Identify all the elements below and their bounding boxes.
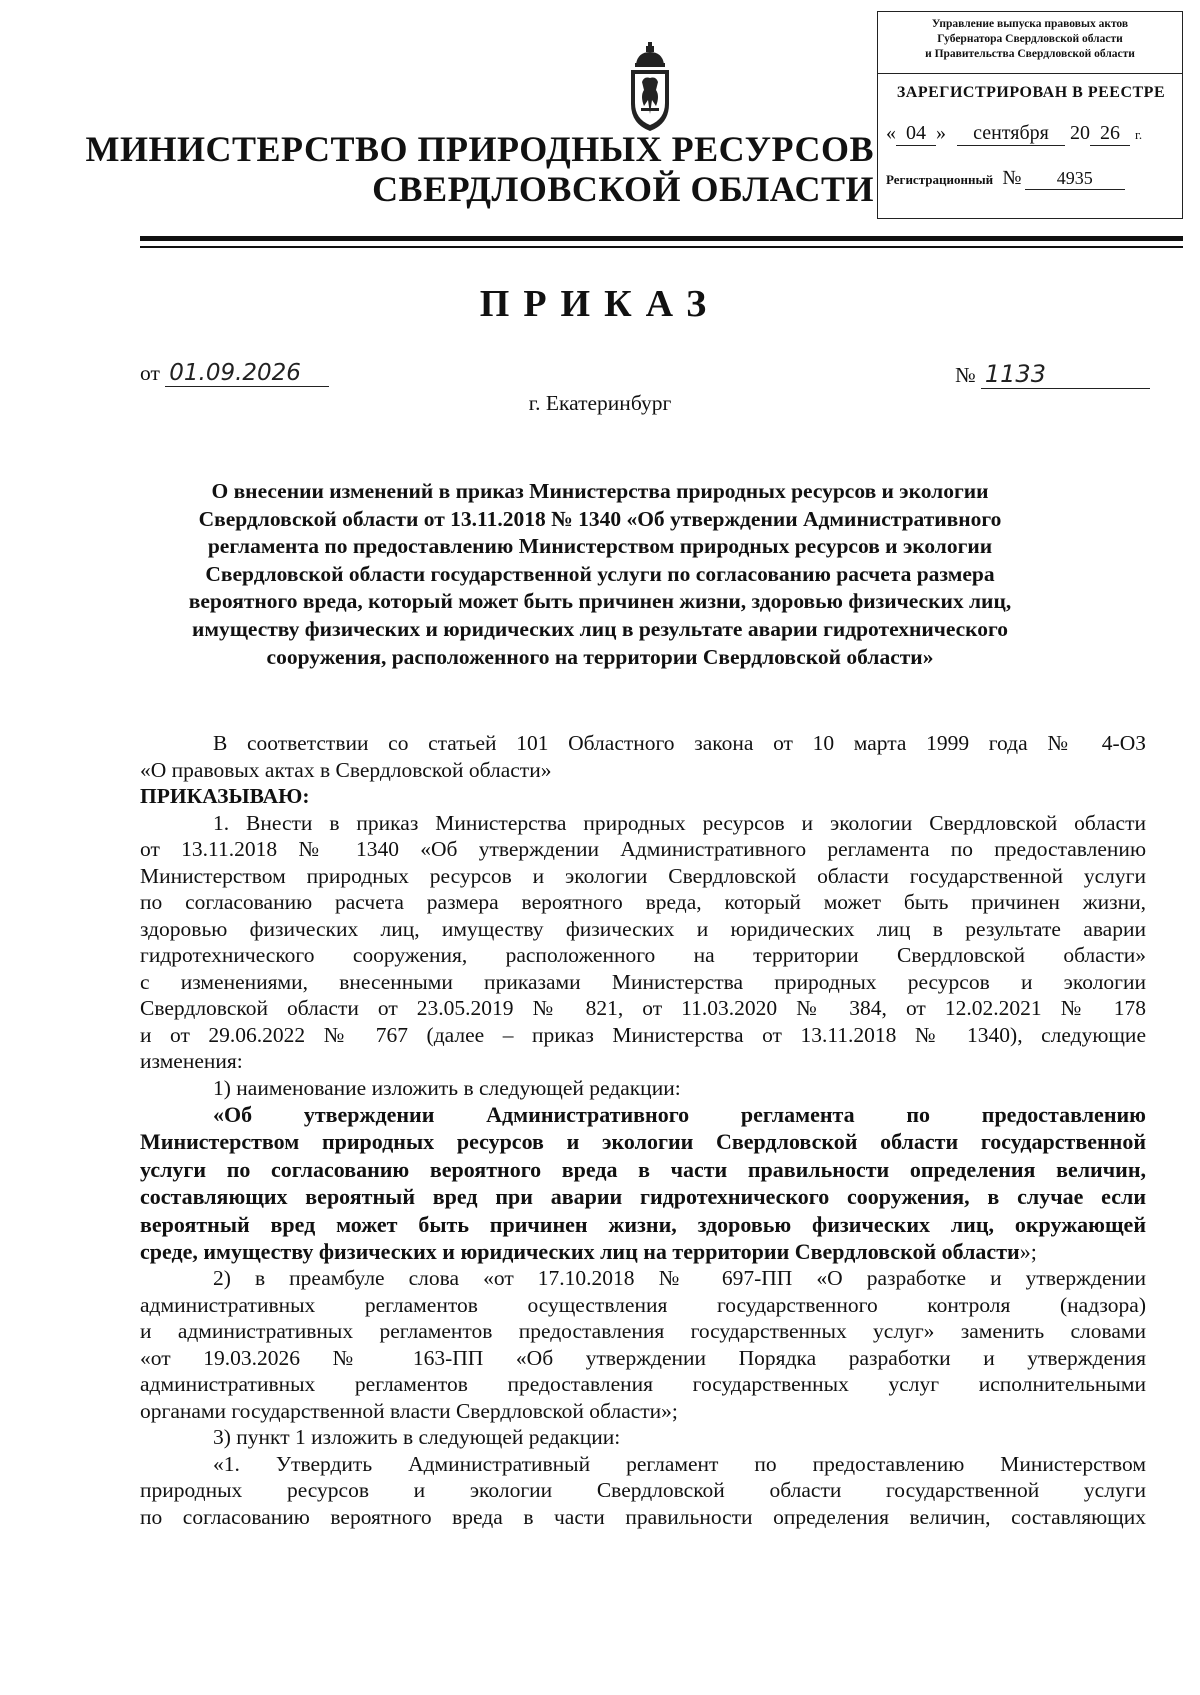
subject-line: Свердловской области государственной услуги по согласованию расчета размера: [205, 561, 995, 586]
document-number: [955, 360, 1150, 389]
header-rule-thin: [140, 246, 1183, 248]
body-line: от 13.11.2018 № 1340 «Об утверждении Административного регламента по предоставлению: [140, 837, 1146, 861]
stamp-date-row: « 04 » сентября 20 26 г.: [886, 122, 1143, 144]
body-line: органами государственной власти Свердловской области»;: [140, 1398, 678, 1423]
number-prefix: №: [955, 363, 976, 387]
body-line: и от 29.06.2022 № 767 (далее – приказ Министерства от 13.11.2018 № 1340), следующие: [140, 1022, 1146, 1047]
document-city: г. Екатеринбург: [528, 391, 672, 415]
body-line: по согласованию расчета размера вероятного вреда, который может быть причинен жизни,: [140, 890, 1146, 914]
stamp-year-prefix: 20: [1070, 122, 1090, 144]
stamp-reg-number: 4935: [1025, 168, 1125, 190]
body-line: административных регламентов предоставления государственных услуг исполнительными: [140, 1372, 1146, 1397]
stamp-registered-title: ЗАРЕГИСТРИРОВАН В РЕЕСТРЕ: [896, 84, 1166, 101]
subject-line: сооружения, расположенного на территории Свердловской области»: [266, 644, 934, 669]
coat-of-arms-icon: [628, 42, 672, 132]
paragraph-new-title: [140, 1101, 1146, 1265]
body-line: 2) в преамбуле слова «от 17.10.2018 № 697-ПП «О разработке и утверждении: [213, 1266, 1146, 1291]
body-line: «Об утверждении Административного регламента по предоставлению: [213, 1102, 1146, 1127]
document-subject: [160, 478, 1040, 671]
header-rule-thick: [140, 236, 1183, 241]
number-value: 1133: [981, 360, 1150, 389]
document-title: ПРИКАЗ: [479, 283, 721, 325]
body-line: составляющих вероятный вред при аварии гидротехнического сооружения, в случае если: [140, 1184, 1146, 1210]
body-line: по согласованию вероятного вреда в части правильности определения величин, составляющих: [140, 1504, 1146, 1529]
body-line: «1. Утвердить Административный регламент по предоставлению Министерством: [213, 1451, 1146, 1476]
body-line: «О правовых актах в Свердловской области»: [140, 757, 552, 782]
subject-line: О внесении изменений в приказ Министерства природных ресурсов и экологии: [211, 479, 989, 503]
body-line: среде, имуществу физических и юридических лиц на территории Свердловской области»;: [140, 1239, 1037, 1265]
org-name-line-1: МИНИСТЕРСТВО ПРИРОДНЫХ РЕСУРСОВ: [85, 129, 874, 169]
body-line: услуги по согласованию вероятного вреда в части правильности определения величин,: [140, 1156, 1146, 1182]
subpoint-3-intro: 3) пункт 1 изложить в следующей редакции:: [213, 1425, 621, 1450]
body-line: «от 19.03.2026 № 163-ПП «Об утверждении Порядка разработки и утверждения: [140, 1345, 1146, 1370]
subpoint-1-intro: 1) наименование изложить в следующей редакции:: [213, 1075, 681, 1100]
body-line: изменения:: [140, 1049, 243, 1073]
stamp-number-sign: №: [1002, 167, 1022, 189]
body-line: природных ресурсов и экологии Свердловской области государственной услуги: [140, 1478, 1146, 1503]
paragraph-point-3: [140, 1451, 1146, 1531]
order-word: ПРИКАЗЫВАЮ:: [140, 784, 310, 808]
stamp-header-line: и Правительства Свердловской области: [925, 48, 1135, 60]
subject-line: регламента по предоставлению Министерством природных ресурсов и экологии: [207, 534, 993, 559]
body-line: гидротехнического сооружения, расположенного на территории Свердловской области»: [140, 943, 1146, 967]
stamp-reg-label: Регистрационный: [886, 172, 994, 187]
registration-stamp: [877, 11, 1183, 219]
document-body: [140, 730, 1146, 1530]
body-line: с изменениями, внесенными приказами Министерства природных ресурсов и экологии: [140, 969, 1146, 994]
stamp-year-unit: г.: [1135, 127, 1143, 142]
paragraph-preamble: [140, 730, 1146, 783]
document-date: [140, 360, 329, 387]
subject-line: вероятного вреда, который может быть причинен жизни, здоровью физических лиц,: [188, 589, 1012, 614]
date-value: 01.09.2026: [165, 360, 329, 387]
stamp-header-line: Управление выпуска правовых актов: [931, 18, 1129, 30]
stamp-day: 04: [896, 122, 936, 146]
paragraph-point-2: [140, 1265, 1146, 1424]
stamp-month: сентября: [957, 122, 1065, 146]
stamp-header: [878, 12, 1182, 74]
paragraph-point-1: [140, 810, 1146, 1075]
body-line: В соответствии со статьей 101 Областного закона от 10 марта 1999 года № 4-ОЗ: [213, 731, 1146, 755]
body-line: и административных регламентов предоставления государственных услуг» заменить словами: [140, 1319, 1146, 1344]
body-line: Свердловской области от 23.05.2019 № 821, от 11.03.2020 № 384, от 12.02.2021 № 178: [140, 996, 1146, 1020]
stamp-year: 26: [1090, 122, 1130, 146]
org-name-line-2: СВЕРДЛОВСКОЙ ОБЛАСТИ: [372, 169, 874, 209]
subject-line: Свердловской области от 13.11.2018 № 1340 «Об утверждении Административного: [198, 506, 1002, 531]
body-line: Министерством природных ресурсов и экологии Свердловской области государственной услуги: [140, 863, 1146, 888]
body-line: 1. Внести в приказ Министерства природных ресурсов и экологии Свердловской области: [213, 810, 1146, 835]
stamp-reg-row: [886, 167, 1125, 190]
body-line: здоровью физических лиц, имуществу физических и юридических лиц в результате аварии: [140, 916, 1146, 941]
date-prefix: от: [140, 361, 160, 385]
body-line: вероятный вред может быть причинен жизни, здоровью физических лиц, окружающей: [140, 1211, 1146, 1237]
body-line: Министерством природных ресурсов и экологии Свердловской области государственной: [140, 1129, 1146, 1155]
body-line: административных регламентов осуществления государственного контроля (надзора): [140, 1292, 1146, 1317]
stamp-header-line: Губернатора Свердловской области: [937, 33, 1123, 45]
subject-line: имуществу физических и юридических лиц в результате аварии гидротехнического: [191, 616, 1009, 641]
